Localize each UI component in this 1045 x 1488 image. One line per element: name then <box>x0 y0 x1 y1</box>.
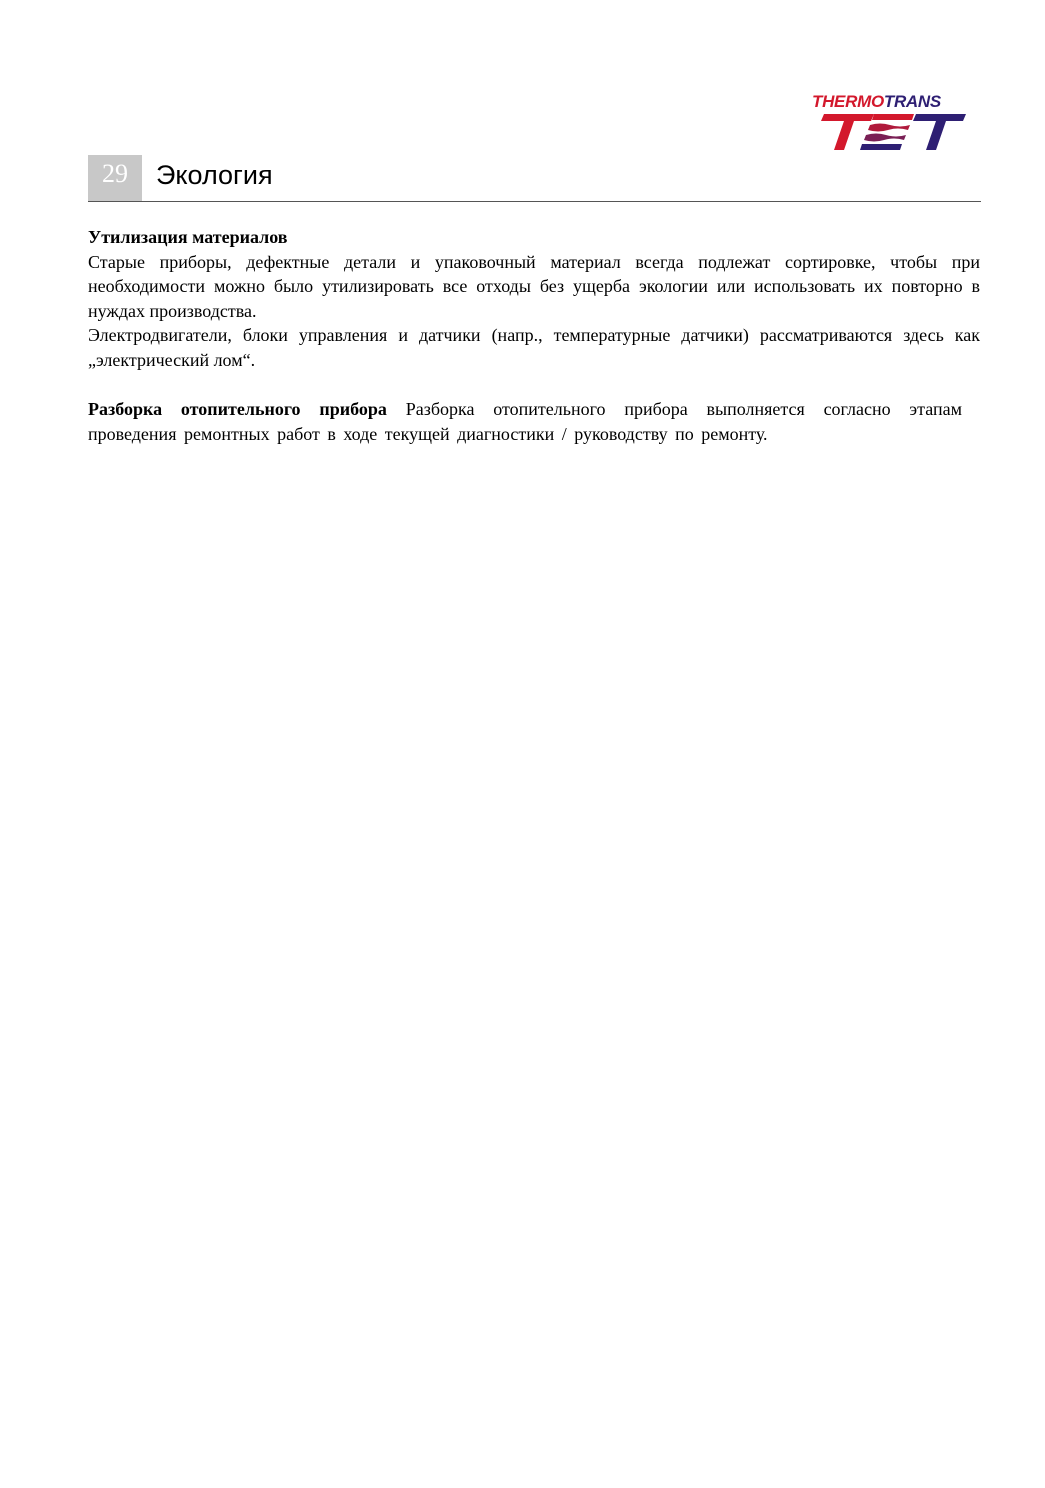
logo-text-trans: TRANS <box>883 92 941 111</box>
chapter-number: 29 <box>88 155 142 201</box>
recycling-heading: Утилизация материалов <box>88 227 288 247</box>
page-content <box>88 225 980 446</box>
logo-text-thermo: THERMO <box>812 92 884 111</box>
logo-wordmark <box>812 92 941 112</box>
chapter-title: Экология <box>156 160 273 190</box>
recycling-paragraph-1: Старые приборы, дефектные детали и упаковочный материал всегда подлежат сортировке, чтобы при необходимости можно было утилизировать все отходы без ущерба экологии или использовать их повторно в нуждах производства. <box>88 251 980 321</box>
disassembly-paragraph <box>88 397 980 446</box>
tet-logo-icon <box>816 110 966 154</box>
disassembly-heading: Разборка отопительного прибора <box>88 399 387 419</box>
thermotrans-logo <box>812 92 982 156</box>
section-spacer <box>88 372 980 397</box>
chapter-header <box>88 155 981 202</box>
recycling-paragraph-2: Электродвигатели, блоки управления и датчики (напр., температурные датчики) рассматриваются здесь как „электрический лом“. <box>88 325 980 370</box>
disassembly-text: Разборка отопительного прибора выполняется согласно этапам проведения ремонтных работ в ходе текущей диагностики / руководству по ремонту. <box>88 399 962 444</box>
